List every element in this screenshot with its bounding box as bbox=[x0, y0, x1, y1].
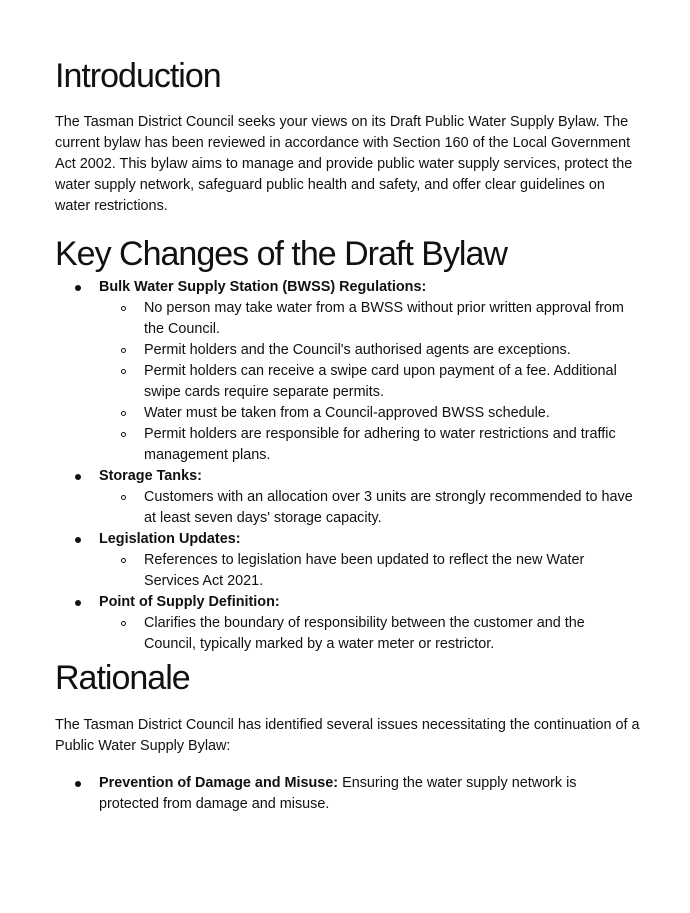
sub-list-item bbox=[99, 403, 640, 424]
introduction-heading: Introduction bbox=[55, 57, 221, 95]
circle-bullet-icon bbox=[121, 495, 126, 500]
document-page bbox=[55, 56, 640, 815]
sub-list-item bbox=[99, 340, 640, 361]
sub-list-item-text: Water must be taken from a Council-approved BWSS schedule. bbox=[144, 405, 550, 421]
circle-bullet-icon bbox=[121, 369, 126, 374]
sub-list-item-text: References to legislation have been updated to reflect the new Water Services Act 2021. bbox=[144, 552, 585, 589]
list-item-text: Ensuring the water supply network is protected from damage and misuse. bbox=[99, 775, 577, 812]
list-item-heading: Prevention of Damage and Misuse: bbox=[99, 775, 339, 791]
sub-list bbox=[99, 613, 640, 655]
sub-list-item bbox=[99, 613, 640, 655]
list-item-point-of-supply bbox=[55, 592, 640, 655]
bullet-icon bbox=[75, 600, 81, 606]
sub-list-item-text: Clarifies the boundary of responsibility between the customer and the Council, typically marked by a water meter or restrictor. bbox=[144, 615, 585, 652]
list-item-heading: Storage Tanks: bbox=[99, 468, 202, 484]
bullet-icon bbox=[75, 781, 81, 787]
list-item-storage-tanks bbox=[55, 466, 640, 529]
introduction-paragraph: The Tasman District Council seeks your views on its Draft Public Water Supply Bylaw. The current bylaw has been reviewed in accordance with Section 160 of the Local Government Act 2002. This bylaw aims to manage and provide public water supply services, protect the water supply network, safeguard public health and safety, and offer clear guidelines on water restrictions. bbox=[55, 114, 633, 214]
list-item-heading: Bulk Water Supply Station (BWSS) Regulations: bbox=[99, 279, 427, 295]
sub-list-item-text: Permit holders and the Council's authorised agents are exceptions. bbox=[144, 342, 571, 358]
bullet-icon bbox=[75, 474, 81, 480]
list-item-heading: Legislation Updates: bbox=[99, 531, 241, 547]
circle-bullet-icon bbox=[121, 432, 126, 437]
sub-list-item bbox=[99, 487, 640, 529]
sub-list-item bbox=[99, 424, 640, 466]
bullet-icon bbox=[75, 537, 81, 543]
sub-list-item-text: Customers with an allocation over 3 units are strongly recommended to have at least seven days' storage capacity. bbox=[144, 489, 633, 526]
rationale-paragraph: The Tasman District Council has identified several issues necessitating the continuation of a Public Water Supply Bylaw: bbox=[55, 717, 640, 754]
sub-list-item-text: No person may take water from a BWSS without prior written approval from the Council. bbox=[144, 300, 624, 337]
circle-bullet-icon bbox=[121, 558, 126, 563]
list-item-bwss bbox=[55, 277, 640, 466]
list-item-prevention bbox=[55, 773, 640, 815]
sub-list bbox=[99, 298, 640, 466]
rationale-heading: Rationale bbox=[55, 659, 190, 697]
rationale-list bbox=[55, 773, 640, 815]
sub-list-item-text: Permit holders are responsible for adhering to water restrictions and traffic management plans. bbox=[144, 426, 616, 463]
circle-bullet-icon bbox=[121, 348, 126, 353]
sub-list-item-text: Permit holders can receive a swipe card upon payment of a fee. Additional swipe cards require separate permits. bbox=[144, 363, 617, 400]
circle-bullet-icon bbox=[121, 306, 126, 311]
sub-list-item bbox=[99, 361, 640, 403]
key-changes-list bbox=[55, 277, 640, 655]
sub-list bbox=[99, 550, 640, 592]
circle-bullet-icon bbox=[121, 621, 126, 626]
bullet-icon bbox=[75, 285, 81, 291]
list-item-heading: Point of Supply Definition: bbox=[99, 594, 280, 610]
sub-list-item bbox=[99, 550, 640, 592]
sub-list-item bbox=[99, 298, 640, 340]
circle-bullet-icon bbox=[121, 411, 126, 416]
list-item-legislation-updates bbox=[55, 529, 640, 592]
key-changes-heading: Key Changes of the Draft Bylaw bbox=[55, 235, 507, 273]
sub-list bbox=[99, 487, 640, 529]
